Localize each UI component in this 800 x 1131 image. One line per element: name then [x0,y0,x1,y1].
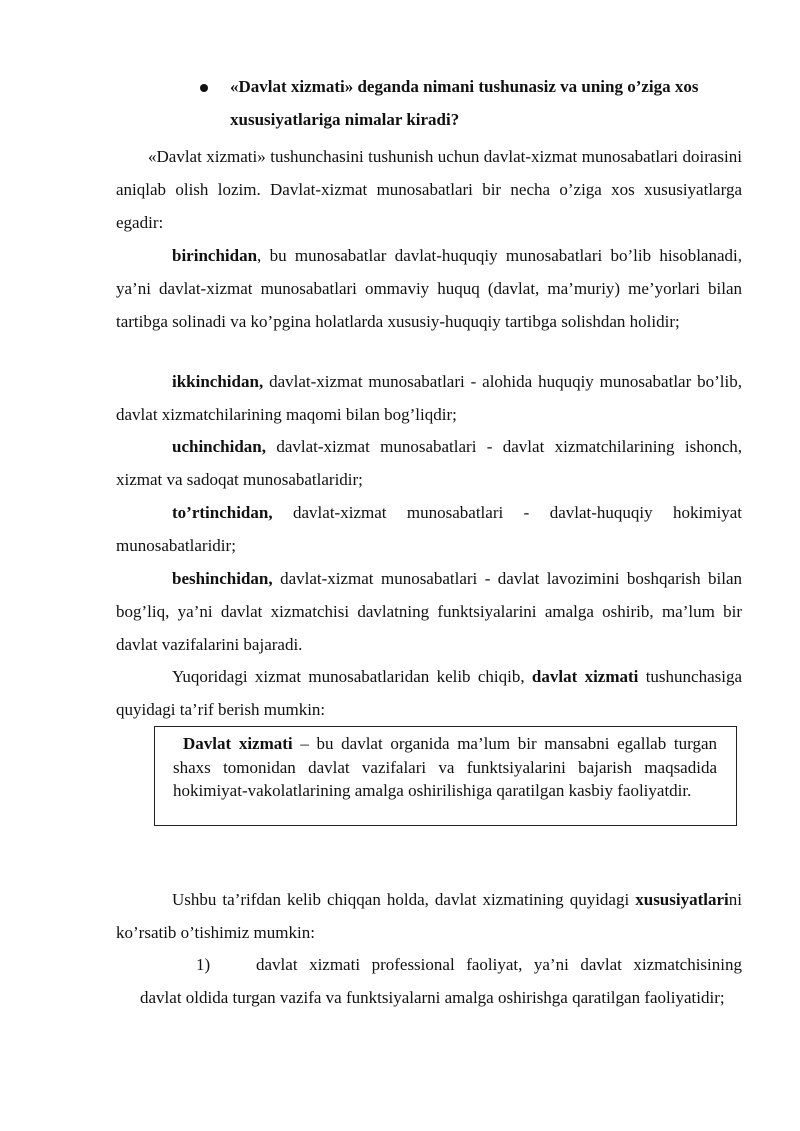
definition-intro-end: tushunchasiga quyidagi ta’rif berish mumkin: [116,667,743,719]
point-second-text: davlat-xizmat munosabatlari - alohida huquqiy munosabatlar bo’lib, davlat xizmatchilarining maqomi bilan bog’liqdir; [116,372,742,424]
definition-text [173,732,717,803]
point-third-text: davlat-xizmat munosabatlari - davlat xizmatchilarining ishonch, xizmat va sadoqat munosabatlaridir; [116,437,742,489]
definition-box [154,726,737,826]
point-fifth [116,562,742,661]
features-intro-start: Ushbu ta’rifdan kelib chiqqan holda, davlat xizmatining quyidagi [172,890,636,909]
definition-body: – bu davlat organida ma’lum bir mansabni egallab turgan shaxs tomonidan davlat vazifalari va funktsiyalarini bajarish maqsadida hokimiyat-vakolatlarining amalga oshirilishiga qaratilgan kasbiy faoliyatdir. [173,734,717,800]
list-item [140,948,742,1014]
point-second [116,365,742,431]
list-item-text: davlat xizmati professional faoliyat, ya’ni davlat xizmatchisining davlat oldida turgan vazifa va funktsiyalarni amalga oshirishga qaratilgan faoliyatidir; [140,955,742,1007]
point-fourth [116,496,742,562]
point-third-lead: uchinchidan, [172,437,267,456]
list-item-number: 1) [196,955,211,974]
definition-intro [116,660,742,726]
point-third [116,430,742,496]
point-fourth-text: davlat-xizmat munosabatlari - davlat-huquqiy hokimiyat munosabatlaridir; [116,503,742,555]
definition-term: Davlat xizmati [183,734,293,753]
bullet-icon [200,84,208,92]
features-intro [116,883,742,949]
intro-paragraph: «Davlat xizmati» tushunchasini tushunish uchun davlat-xizmat munosabatlari doirasini aniqlab olish lozim. Davlat-xizmat munosabatlari bir necha o’ziga xos xususiyatlarga egadir: [116,147,742,232]
features-intro-end: ni ko’rsatib o’tishimiz mumkin: [116,890,742,942]
point-fifth-text: davlat-xizmat munosabatlari - davlat lavozimini boshqarish bilan bog’liq, ya’ni davlat xizmatchisi davlatning funktsiyalarini amalga oshirib, ma’lum bir davlat vazifalarini bajaradi. [116,569,742,654]
definition-intro-term: davlat xizmati [531,667,639,686]
features-intro-bold: xususiyatlari [635,890,729,909]
point-fourth-lead: to’rtinchidan, [172,503,273,522]
question-text: «Davlat xizmati» deganda nimani tushunasiz va uning o’ziga xos xususiyatlariga nimalar kiradi? [230,77,699,129]
point-first-lead: birinchidan [172,246,258,265]
definition-intro-start: Yuqoridagi xizmat munosabatlaridan kelib chiqib, [172,667,532,686]
point-first-text: , bu munosabatlar davlat-huquqiy munosabatlari bo’lib hisoblanadi, ya’ni davlat-xizmat munosabatlari ommaviy huquq (davlat, ma’muriy) me’yorlari bilan tartibga solinadi va ko’pgina holatlarda xususiy-huquqiy tartibga solishdan holidir; [116,246,742,331]
point-first [116,239,742,338]
point-fifth-lead: beshinchidan, [172,569,273,588]
point-second-lead: ikkinchidan, [172,372,264,391]
